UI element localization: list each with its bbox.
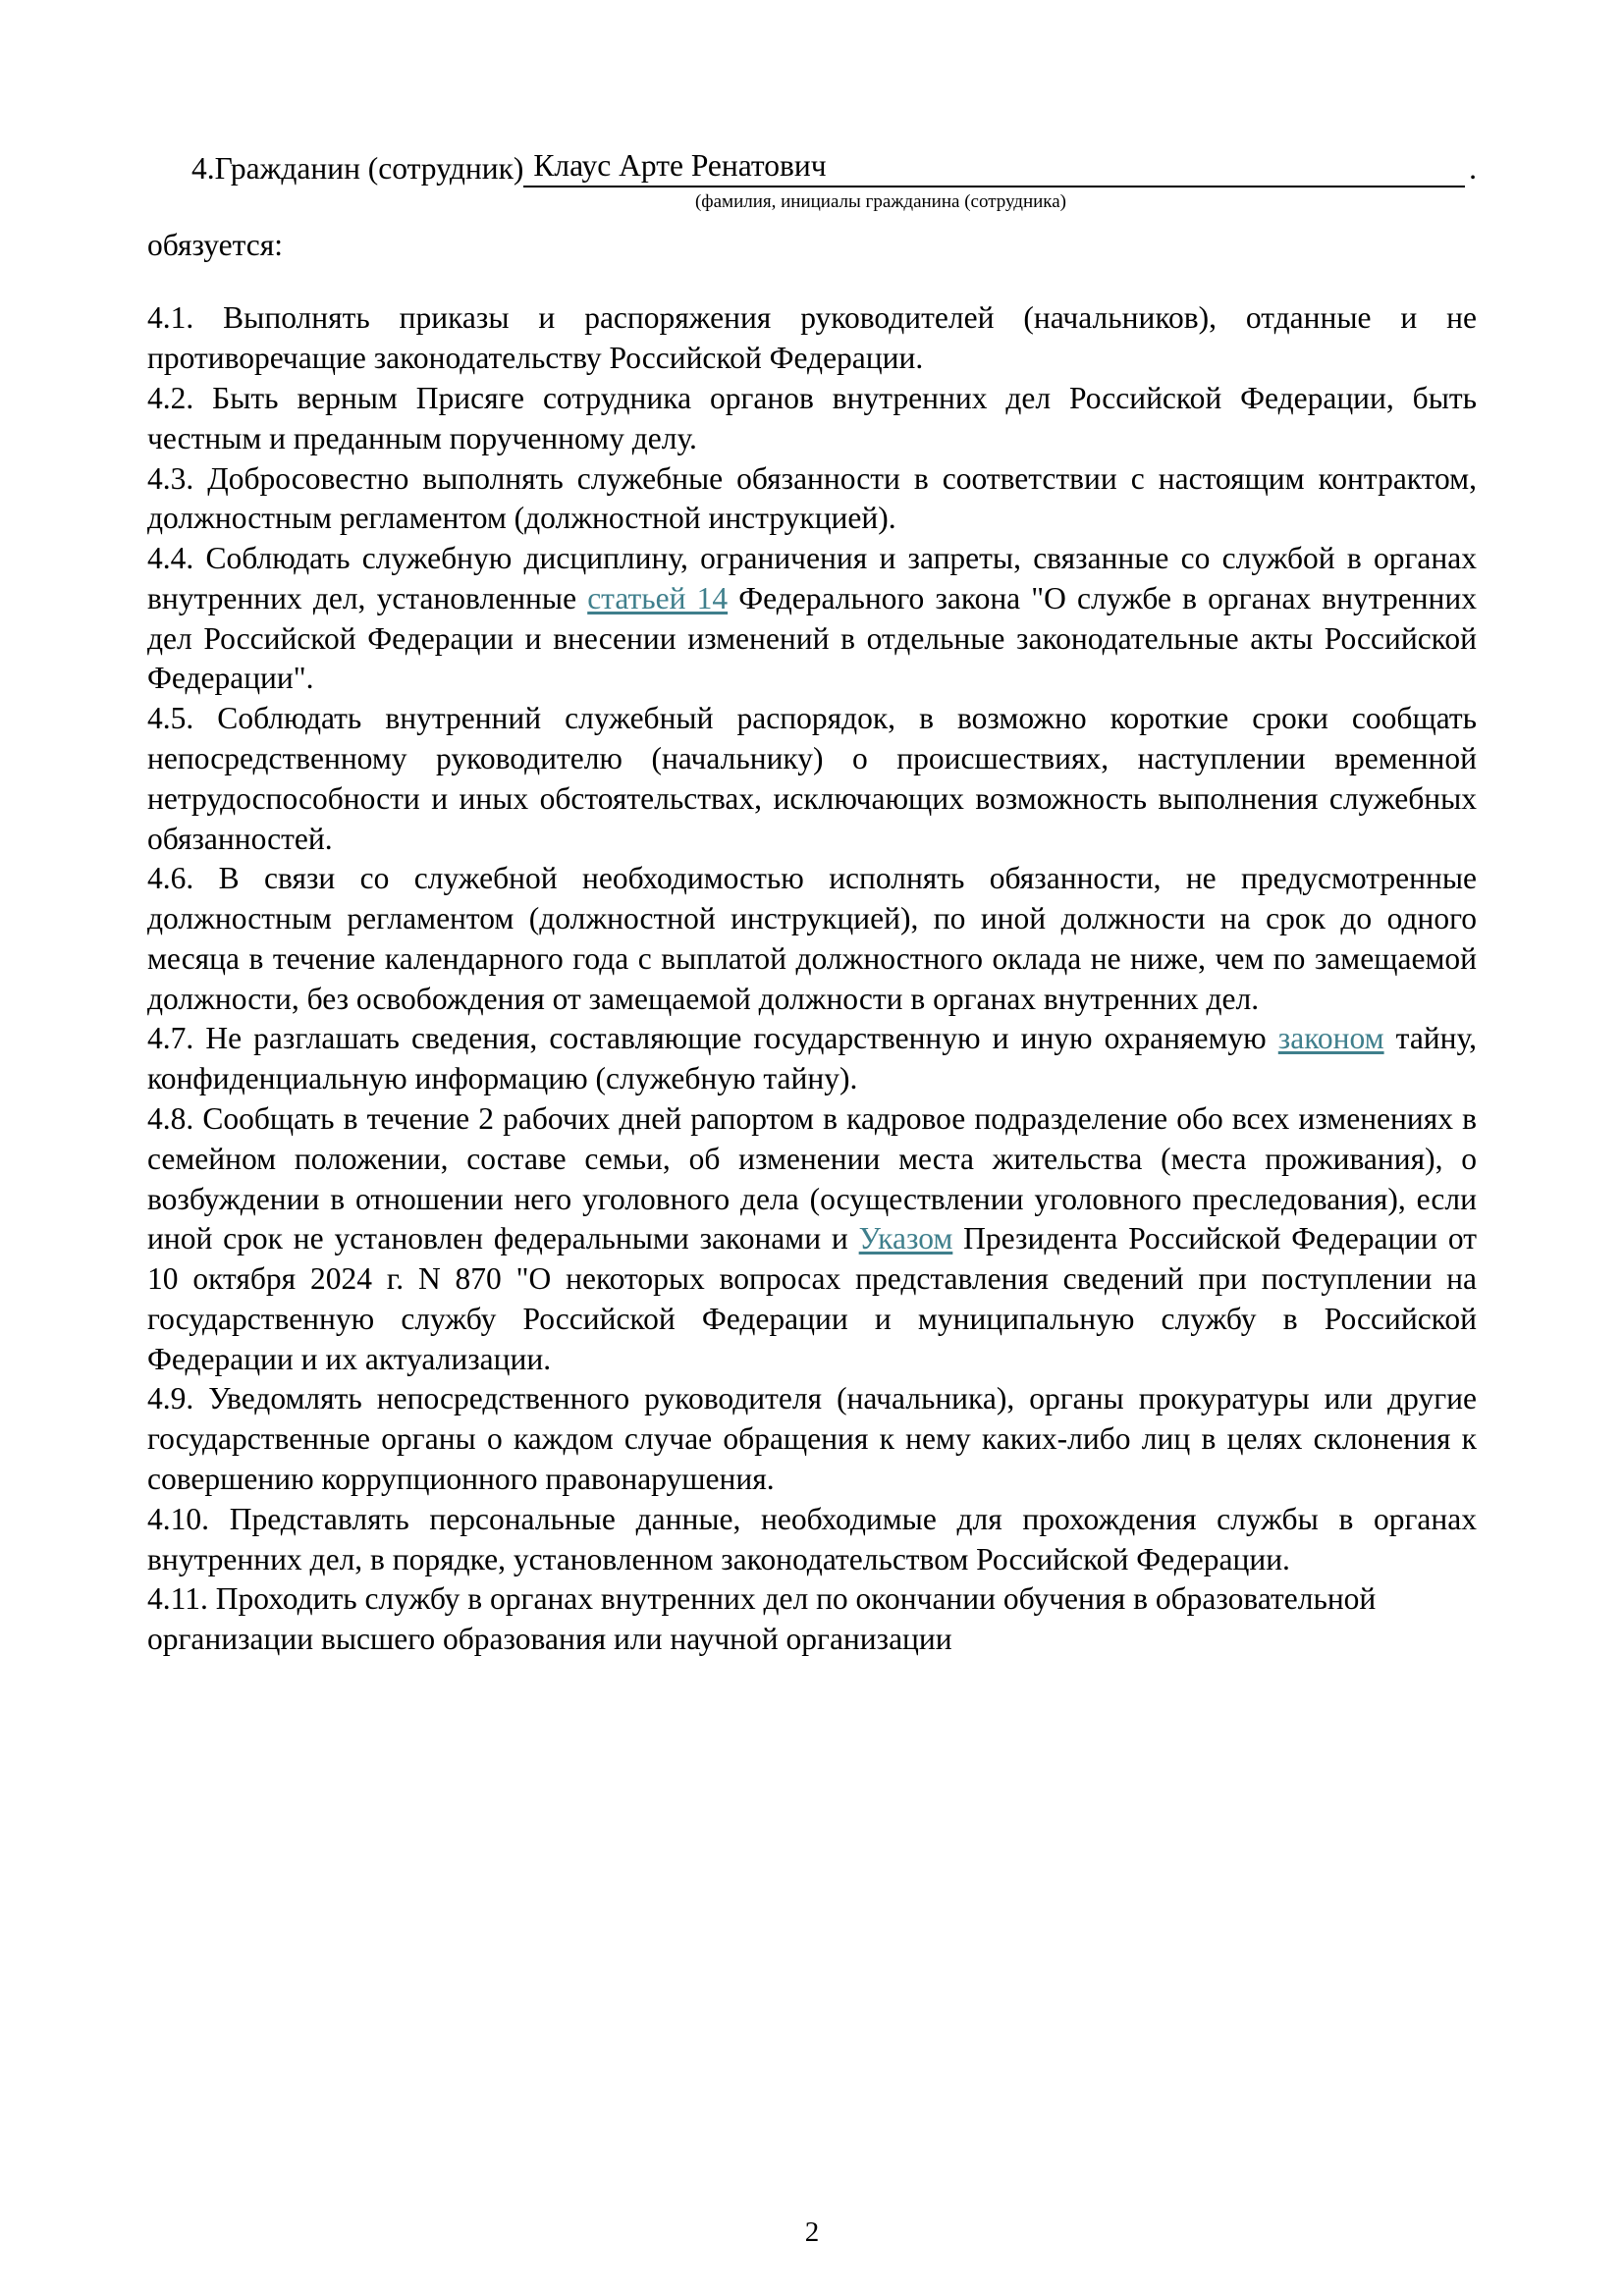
- clause-4-label: 4.Гражданин (сотрудник): [191, 151, 524, 186]
- clause-4-7-text-before: 4.7. Не разглашать сведения, составляющие государственную и иную охраняемую: [147, 1021, 1278, 1056]
- clause-4-2: 4.2. Быть верным Присяге сотрудника органов внутренних дел Российской Федерации, быть честным и преданным порученному делу.: [147, 380, 1477, 455]
- document-body: [147, 147, 1477, 1660]
- clause-4-9: 4.9. Уведомлять непосредственного руководителя (начальника), органы прокуратуры или другие государственные органы о каждом случае обращения к нему каких-либо лиц в целях склонения к совершению коррупционного правонарушения.: [147, 1381, 1477, 1497]
- clause-4-8-text-before: 4.8. Сообщать в течение 2 рабочих дней рапортом в кадровое подразделение обо всех изменениях в семейном положении, составе семьи, об изменении места жительства (места проживания), о возбуждении в отношении него уголовного дела (осуществлении уголовного преследования), если иной срок не установлен федеральными законами и: [147, 1101, 1477, 1256]
- lead-in-text: обязуется:: [147, 227, 283, 262]
- link-zakonom[interactable]: законом: [1277, 1021, 1384, 1056]
- clause-4-10: 4.10. Представлять персональные данные, необходимые для прохождения службы в органах внутренних дел, в порядке, установленном законодательством Российской Федерации.: [147, 1501, 1477, 1576]
- citizen-name-caption: (фамилия, инициалы гражданина (сотрудника): [694, 190, 1067, 212]
- heading-trailing-punctuation: .: [1469, 151, 1477, 186]
- clause-4-1: 4.1. Выполнять приказы и распоряжения руководителей (начальников), отданные и не противоречащие законодательству Российской Федерации.: [147, 300, 1477, 376]
- paragraph-spacer: [147, 265, 1477, 298]
- clause-4-3: 4.3. Добросовестно выполнять служебные обязанности в соответствии с настоящим контрактом, должностным регламентом (должностной инструкцией).: [147, 460, 1477, 536]
- clause-4-4-text-before: 4.4. Соблюдать служебную дисциплину, ограничения и запреты, связанные со службой в органах внутренних дел, установленные: [147, 541, 1477, 615]
- link-ukazom[interactable]: Указом: [858, 1221, 953, 1256]
- clause-4-heading: [147, 147, 1477, 187]
- clause-4-5: 4.5. Соблюдать внутренний служебный распорядок, в возможно короткие сроки сообщать непосредственному руководителю (начальнику) о происшествиях, наступлении временной нетрудоспособности и иных обстоятельствах, исключающих возможность выполнения служебных обязанностей.: [147, 701, 1477, 856]
- clause-4-8-text-after: Президента Российской Федерации от 10 октября 2024 г. N 870 "О некоторых вопросах представления сведений при поступлении на государственную службу Российской Федерации и муниципальную службу в Российской Федерации и их актуализации.: [147, 1221, 1477, 1376]
- clause-4-7: [147, 1019, 1477, 1099]
- clause-4-4-text-after: Федерального закона "О службе в органах внутренних дел Российской Федерации и внесении изменений в отдельные законодательные акты Российской Федерации".: [147, 580, 1477, 696]
- clause-4-6: 4.6. В связи со служебной необходимостью исполнять обязанности, не предусмотренные должностным регламентом (должностной инструкцией), по иной должности на срок до одного месяца в течение календарного года с выплатой должностного оклада не ниже, чем по замещаемой должности, без освобождения от замещаемой должности в органах внутренних дел.: [147, 861, 1477, 1016]
- clause-4-4: [147, 539, 1477, 699]
- citizen-name-field[interactable]: Клаус Арте Ренатович: [523, 147, 1465, 187]
- link-statya-14[interactable]: статьей 14: [587, 580, 729, 615]
- clause-4-8: [147, 1099, 1477, 1379]
- clause-4-11: 4.11. Проходить службу в органах внутренних дел по окончании обучения в образовательной организации высшего образования или научной организации: [147, 1581, 1377, 1657]
- page-number: 2: [804, 2216, 820, 2248]
- clause-4-7-text-after: тайну, конфиденциальную информацию (служебную тайну).: [147, 1021, 1477, 1096]
